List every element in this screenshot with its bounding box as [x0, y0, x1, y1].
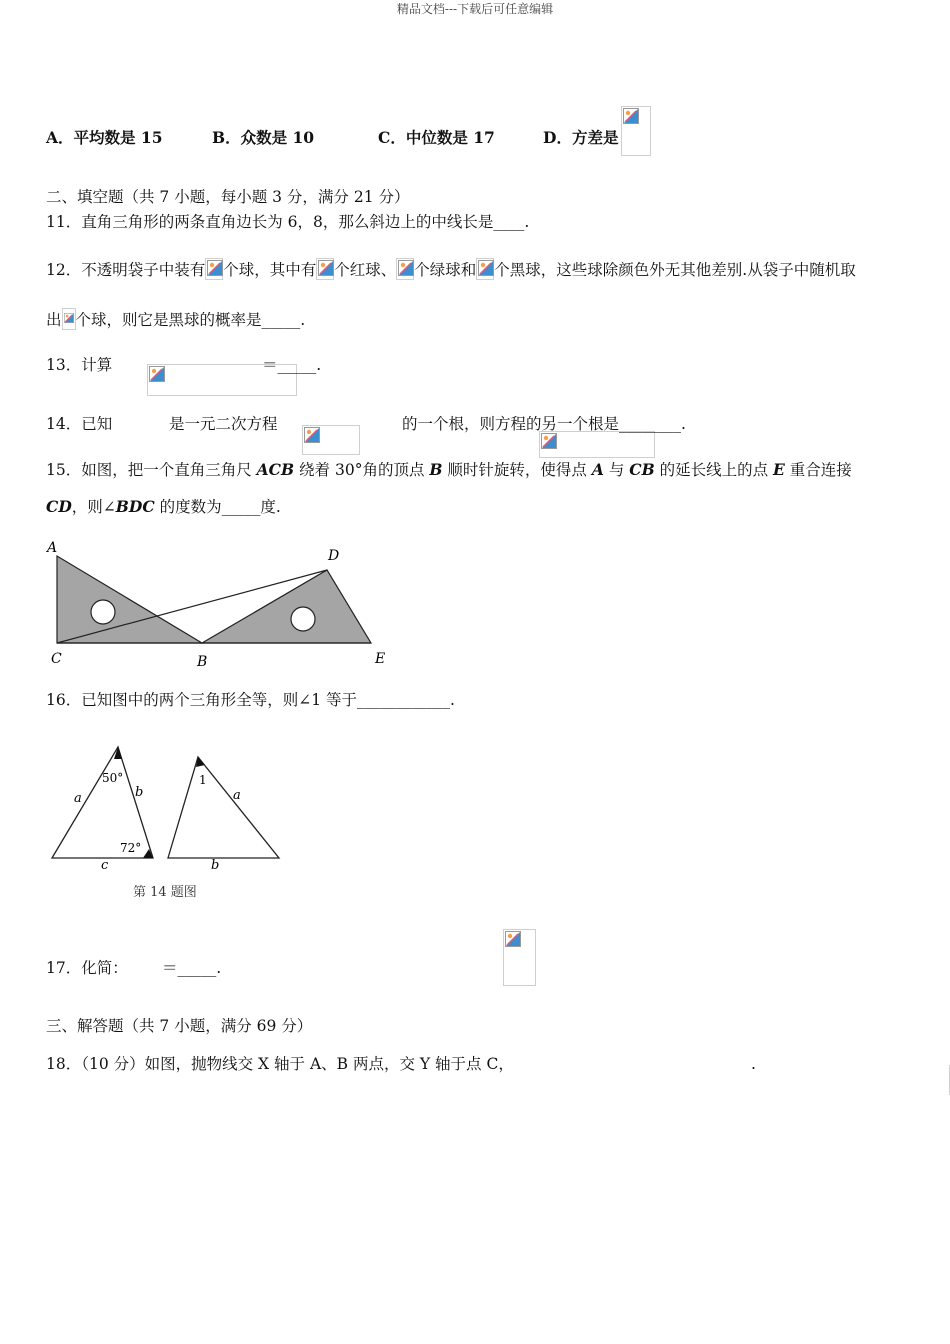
label-a: A — [47, 540, 58, 556]
q15-a: A — [591, 460, 604, 479]
side-b-left: b — [135, 785, 144, 800]
broken-image-icon — [621, 106, 651, 156]
question-11: 11．直角三角形的两条直角边长为 6，8，那么斜边上的中线长是____. — [46, 213, 530, 231]
angle-72-label: 72° — [120, 841, 142, 855]
q12-text-4: 个绿球和 — [414, 261, 477, 279]
question-14-label: 14．已知 — [46, 415, 113, 433]
question-12-line2 — [46, 308, 305, 330]
angle-1-label: 1 — [199, 773, 207, 787]
q15-text: 15．如图，把一个直角三角尺 — [46, 461, 257, 479]
broken-image-icon — [205, 258, 223, 280]
q15-text: 顺时针旋转，使得点 — [442, 461, 592, 479]
q15-text: 绕着 30°角的顶点 — [294, 461, 430, 479]
section-3-title: 三、解答题（共 7 小题，满分 69 分） — [46, 1017, 313, 1035]
q12-text-2: 个球，其中有 — [223, 261, 317, 279]
q12-text-7: 个球，则它是黑球的概率是_____. — [75, 311, 306, 329]
formula-image — [302, 425, 360, 455]
question-15-line1 — [46, 460, 852, 480]
formula-image — [539, 431, 655, 458]
q15-acb: ACB — [256, 460, 295, 479]
question-18: 18．（10 分）如图，抛物线交 X 轴于 A、B 两点，交 Y 轴于点 C， — [46, 1055, 514, 1073]
q15-text: 的度数为_____度. — [154, 498, 281, 516]
triangle-acb — [57, 556, 202, 643]
side-c-left: c — [101, 858, 109, 873]
q15-text: ，则∠ — [71, 498, 116, 516]
question-14-text-3: 的一个根，则方程的另一个根是________. — [402, 415, 686, 433]
question-15-line2 — [46, 497, 281, 517]
q12-text-6: 出 — [46, 311, 62, 329]
hole-left — [91, 600, 115, 624]
q15-e: E — [773, 460, 785, 479]
option-a: A．平均数是 15 — [46, 128, 163, 147]
section-2-title: 二、填空题（共 7 小题，每小题 3 分，满分 21 分） — [46, 188, 410, 206]
broken-image-icon — [316, 258, 334, 280]
question-17-label: 17．化简： — [46, 959, 128, 977]
hole-right — [291, 607, 315, 631]
option-c: C．中位数是 17 — [378, 128, 495, 147]
q15-bdc: BDC — [115, 497, 155, 516]
question-14-text-2: 是一元二次方程 — [169, 415, 278, 433]
option-d: D．方差是 — [543, 128, 619, 147]
q15-b: B — [429, 460, 443, 479]
label-c: C — [51, 651, 62, 667]
angle-50-label: 50° — [102, 771, 124, 785]
question-18-end: . — [751, 1055, 756, 1073]
question-13-label: 13．计算 — [46, 356, 113, 374]
broken-image-icon — [62, 308, 76, 330]
figure-16-congruent-triangles — [45, 735, 295, 905]
question-13-answer: ＝_____. — [262, 356, 322, 374]
label-e: E — [375, 651, 386, 667]
label-d: D — [328, 548, 340, 564]
formula-image — [503, 929, 536, 986]
side-a-right: a — [233, 788, 241, 803]
figure-caption: 第 14 题图 — [133, 885, 197, 900]
question-16: 16．已知图中的两个三角形全等，则∠1 等于____________. — [46, 691, 455, 709]
angle-mark-top-left — [114, 747, 122, 759]
triangle-right — [168, 757, 279, 858]
figure-15-triangles — [40, 535, 400, 675]
page-header: 精品文档---下载后可任意编辑 — [396, 2, 554, 16]
question-17-answer: ＝_____. — [162, 959, 222, 977]
q12-text-3: 个红球、 — [334, 261, 397, 279]
side-b-right: b — [211, 858, 220, 873]
q15-text: 的延长线上的点 — [654, 461, 774, 479]
q15-cd: CD — [46, 497, 72, 516]
option-b: B．众数是 10 — [212, 128, 315, 147]
broken-image-icon — [396, 258, 414, 280]
side-a-left: a — [74, 791, 82, 806]
q15-text: 与 — [603, 461, 630, 479]
q15-text: 重合连接 — [784, 461, 852, 479]
q15-cb: CB — [629, 460, 655, 479]
q12-text-5: 个黑球，这些球除颜色外无其他差别.从袋子中随机取 — [494, 261, 856, 279]
q12-text-1: 12．不透明袋子中装有 — [46, 261, 206, 279]
broken-image-icon — [476, 258, 494, 280]
label-b: B — [197, 654, 208, 670]
question-12-line1 — [46, 258, 856, 280]
